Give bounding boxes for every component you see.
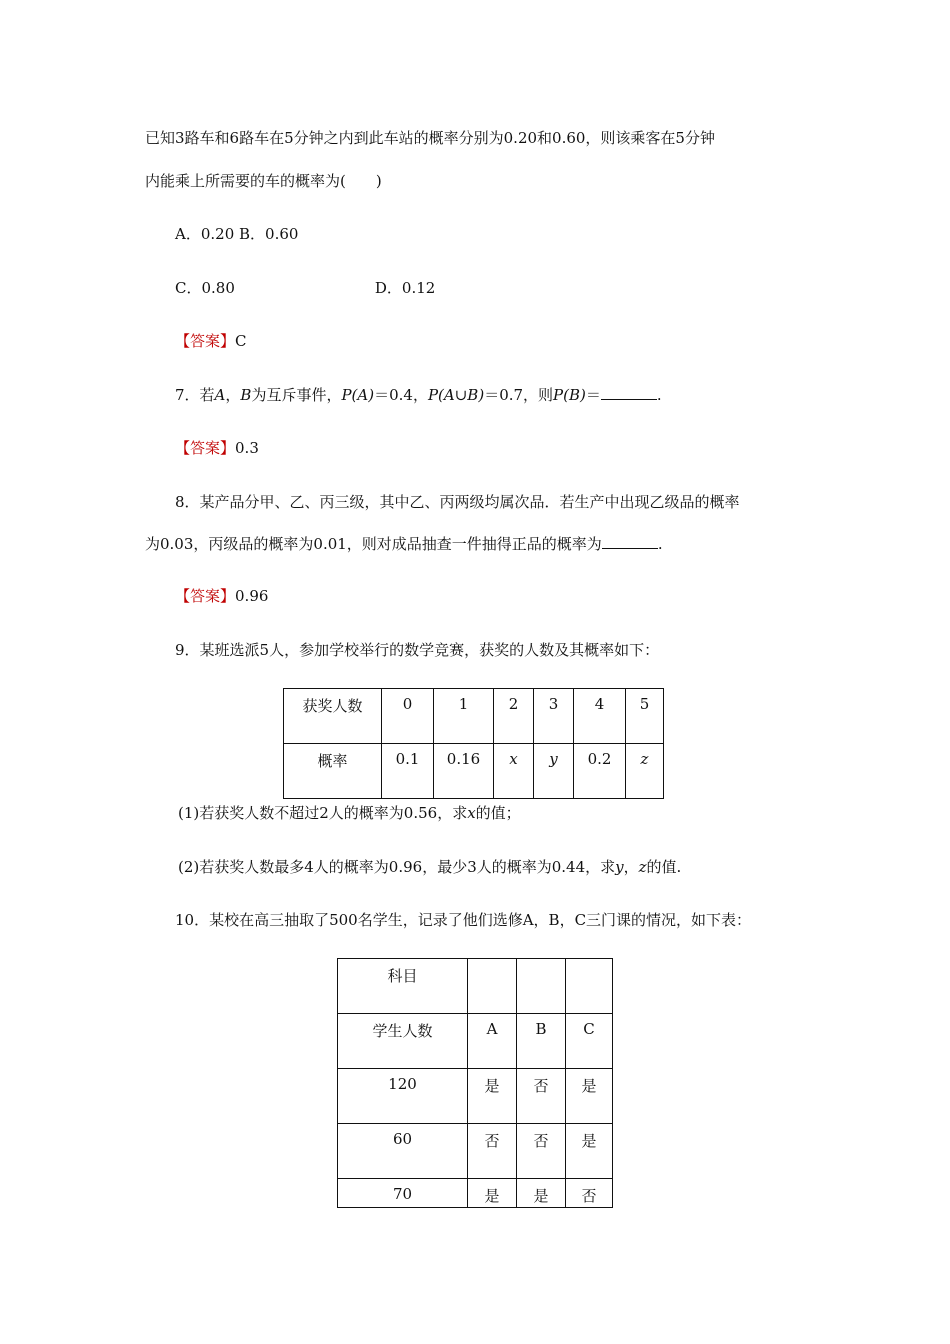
q6-options-cd <box>175 277 435 299</box>
q9-table <box>283 688 664 799</box>
table-row <box>284 744 664 799</box>
q10-intro: 10．某校在高三抽取了500名学生，记录了他们选修A，B，C三门课的情况，如下表： <box>175 911 752 929</box>
answer-value: C <box>235 332 247 350</box>
q9-part1-pre: (1)若获奖人数不超过2人的概率为0.56，求 <box>178 804 468 822</box>
q6-option-c: C．0.80 <box>175 279 235 297</box>
q6-answer <box>175 330 247 352</box>
table-cell: 否 <box>566 1179 613 1208</box>
answer-value: 0.3 <box>235 439 259 457</box>
table-cell: 120 <box>338 1069 468 1124</box>
table-cell: 0.16 <box>434 744 494 799</box>
q7-eq: ＝ <box>585 386 601 404</box>
q9-part2-pre: (2)若获奖人数最多4人的概率为0.96，最少3人的概率为0.44，求 <box>178 858 616 876</box>
table-row <box>338 1069 613 1124</box>
table-cell <box>517 959 566 1014</box>
table-cell: C <box>566 1014 613 1069</box>
answer-tag: 【答案】 <box>175 587 236 605</box>
table-cell: A <box>468 1014 517 1069</box>
q9-part1 <box>178 802 521 824</box>
table-cell: 是 <box>468 1069 517 1124</box>
table-cell <box>468 959 517 1014</box>
table-cell: 0.1 <box>382 744 434 799</box>
q8-end: . <box>657 535 663 553</box>
q9-part1-post: 的值； <box>475 804 521 822</box>
table-cell: x <box>494 744 534 799</box>
q7-answer <box>175 437 259 459</box>
table-cell: 0 <box>382 689 434 744</box>
q7-event-b: B <box>240 386 252 404</box>
table-cell: 3 <box>534 689 574 744</box>
q9-part1-var: x <box>467 804 476 822</box>
table-cell: B <box>517 1014 566 1069</box>
q6-line1: 已知3路车和6路车在5分钟之内到此车站的概率分别为0.20和0.60，则该乘客在5分钟 <box>145 129 715 147</box>
q7-blank <box>601 384 657 400</box>
table-cell: 0.2 <box>574 744 626 799</box>
table-cell: 4 <box>574 689 626 744</box>
q7-mid3: ＝0.7，则 <box>484 386 554 404</box>
table-cell: 否 <box>517 1124 566 1179</box>
table-row <box>338 1179 613 1208</box>
table-cell: 是 <box>468 1179 517 1208</box>
table-cell: 获奖人数 <box>284 689 382 744</box>
q8-line1: 8．某产品分甲、乙、丙三级，其中乙、丙两级均属次品．若生产中出现乙级品的概率 <box>175 493 740 511</box>
table-cell: 是 <box>566 1069 613 1124</box>
table-cell: 是 <box>517 1179 566 1208</box>
q8-line2 <box>145 533 663 555</box>
table-cell: 2 <box>494 689 534 744</box>
table-cell: 60 <box>338 1124 468 1179</box>
table-row <box>338 1014 613 1069</box>
q9-intro: 9．某班选派5人，参加学校举行的数学竞赛，获奖的人数及其概率如下： <box>175 641 660 659</box>
q8-answer <box>175 585 268 607</box>
q9-part2-var-y: y <box>615 858 624 876</box>
q7-mid1: 为互斥事件， <box>251 386 342 404</box>
q10-table <box>337 958 613 1208</box>
q6-line2: 内能乘上所需要的车的概率为( ) <box>145 172 382 190</box>
q7-paub: P(A∪B) <box>427 386 485 404</box>
q8-blank <box>602 533 658 549</box>
table-row <box>338 1124 613 1179</box>
table-cell: 学生人数 <box>338 1014 468 1069</box>
q6-option-a: A．0.20 <box>175 225 235 243</box>
table-row <box>284 689 664 744</box>
table-cell: 否 <box>517 1069 566 1124</box>
q9-part2-sep: ， <box>623 858 639 876</box>
q7-prefix: 7．若 <box>175 386 215 404</box>
table-cell: 是 <box>566 1124 613 1179</box>
q6-option-b: B．0.60 <box>239 225 299 243</box>
q7-event-a: A <box>214 386 226 404</box>
q7-mid2: ＝0.4， <box>374 386 428 404</box>
answer-tag: 【答案】 <box>175 332 236 350</box>
table-cell: 5 <box>626 689 664 744</box>
q9-part2 <box>178 856 681 878</box>
q7-comma: ， <box>225 386 241 404</box>
q7-text <box>175 384 662 406</box>
table-cell: 否 <box>468 1124 517 1179</box>
table-row <box>338 959 613 1014</box>
answer-value: 0.96 <box>235 587 269 605</box>
q7-end: . <box>656 386 662 404</box>
table-cell: 70 <box>338 1179 468 1208</box>
table-cell: y <box>534 744 574 799</box>
table-cell: 概率 <box>284 744 382 799</box>
q9-part2-post: 的值. <box>646 858 682 876</box>
table-cell: 科目 <box>338 959 468 1014</box>
q9-part2-var-z: z <box>638 858 647 876</box>
answer-tag: 【答案】 <box>175 439 236 457</box>
table-cell: z <box>626 744 664 799</box>
q7-pb: P(B) <box>553 386 586 404</box>
q6-option-d: D．0.12 <box>374 279 436 297</box>
q7-pa: P(A) <box>341 386 375 404</box>
q8-line2-text: 为0.03，丙级品的概率为0.01，则对成品抽查一件抽得正品的概率为 <box>145 535 602 553</box>
q6-options-ab <box>175 223 298 245</box>
table-cell: 1 <box>434 689 494 744</box>
table-cell <box>566 959 613 1014</box>
